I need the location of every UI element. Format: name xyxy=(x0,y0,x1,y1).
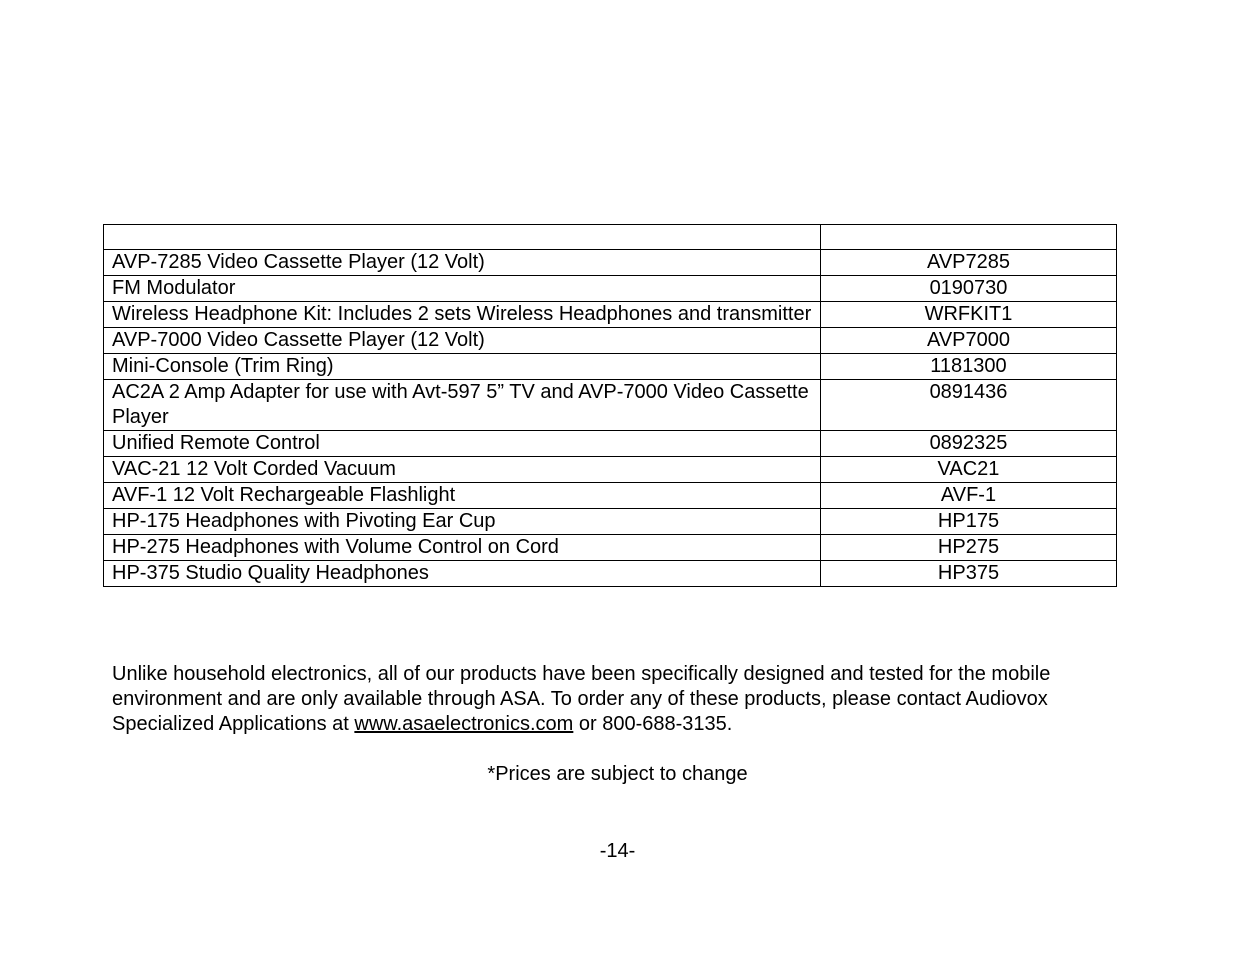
item-part-number: HP375 xyxy=(821,561,1117,587)
item-part-number: HP275 xyxy=(821,535,1117,561)
item-description: HP-275 Headphones with Volume Control on Cord xyxy=(104,535,821,561)
table-row xyxy=(104,250,1117,276)
item-part-number: AVF-1 xyxy=(821,483,1117,509)
table-row xyxy=(104,535,1117,561)
table-row xyxy=(104,561,1117,587)
note-text-after-link: or 800-688-3135. xyxy=(573,713,733,735)
table-row xyxy=(104,509,1117,535)
table-header-row xyxy=(104,225,1117,250)
item-part-number: HP175 xyxy=(821,509,1117,535)
item-part-number: AVP7285 xyxy=(821,250,1117,276)
item-description: HP-375 Studio Quality Headphones xyxy=(104,561,821,587)
table-row xyxy=(104,431,1117,457)
header-description-cell xyxy=(104,225,821,250)
table-row xyxy=(104,302,1117,328)
item-description: HP-175 Headphones with Pivoting Ear Cup xyxy=(104,509,821,535)
table-row xyxy=(104,328,1117,354)
item-description: Unified Remote Control xyxy=(104,431,821,457)
table-row xyxy=(104,457,1117,483)
table-row xyxy=(104,276,1117,302)
item-part-number: 0892325 xyxy=(821,431,1117,457)
item-description: FM Modulator xyxy=(104,276,821,302)
page-number: -14- xyxy=(599,840,636,862)
ordering-note xyxy=(112,662,1127,737)
item-part-number: VAC21 xyxy=(821,457,1117,483)
item-description: Mini-Console (Trim Ring) xyxy=(104,354,821,380)
table-row xyxy=(104,483,1117,509)
item-part-number: 0891436 xyxy=(821,380,1117,431)
item-part-number: 1181300 xyxy=(821,354,1117,380)
item-description: AVF-1 12 Volt Rechargeable Flashlight xyxy=(104,483,821,509)
prices-disclaimer: *Prices are subject to change xyxy=(487,763,748,785)
item-description: AVP-7000 Video Cassette Player (12 Volt) xyxy=(104,328,821,354)
note-text-before-link: Unlike household electronics, all of our products have been specifically designed and tested for the mobile environment and are only available through ASA. To order any of these products, please contact Audiovox Specialized Applications at xyxy=(112,663,1051,735)
item-description: VAC-21 12 Volt Corded Vacuum xyxy=(104,457,821,483)
item-part-number: WRFKIT1 xyxy=(821,302,1117,328)
item-part-number: AVP7000 xyxy=(821,328,1117,354)
header-code-cell xyxy=(821,225,1117,250)
item-part-number: 0190730 xyxy=(821,276,1117,302)
item-description: AVP-7285 Video Cassette Player (12 Volt) xyxy=(104,250,821,276)
table-row xyxy=(104,380,1117,431)
website-link[interactable]: www.asaelectronics.com xyxy=(354,713,574,735)
item-description: Wireless Headphone Kit: Includes 2 sets Wireless Headphones and transmitter xyxy=(104,302,821,328)
item-description: AC2A 2 Amp Adapter for use with Avt-597 5” TV and AVP-7000 Video Cassette Player xyxy=(104,380,821,431)
table-row xyxy=(104,354,1117,380)
parts-table xyxy=(103,224,1117,587)
